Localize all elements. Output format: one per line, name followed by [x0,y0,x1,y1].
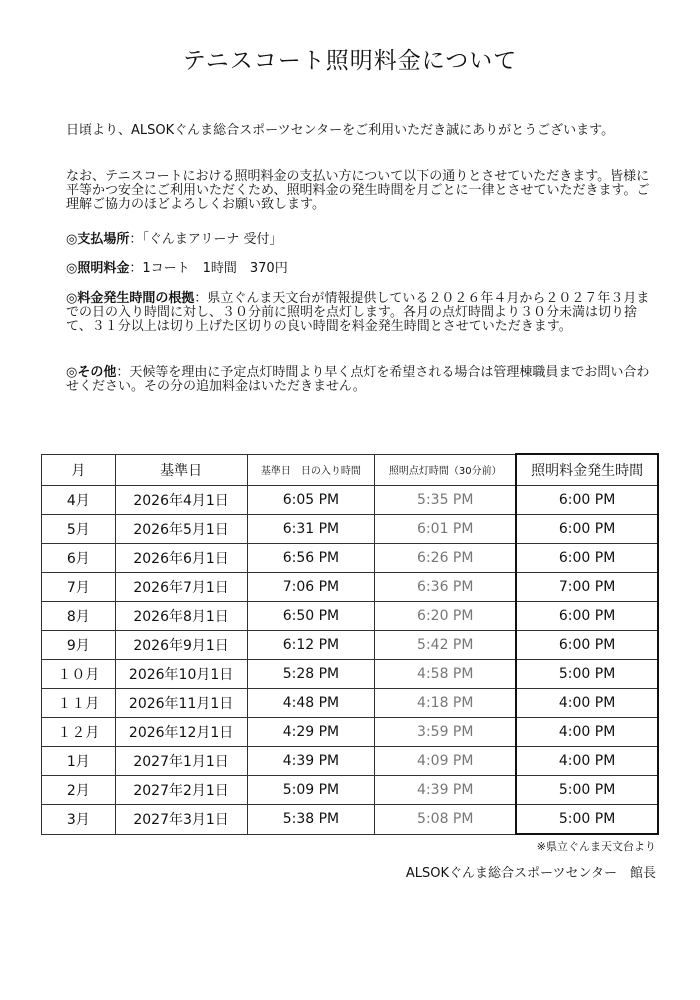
reference-date-cell: 2027年1月1日 [115,747,247,776]
reference-date-cell: 2027年2月1日 [115,776,247,805]
month-cell: １０月 [42,660,116,689]
month-cell: 1月 [42,747,116,776]
fee-start-time-cell: 4:00 PM [516,718,658,747]
fee-basis [66,292,656,334]
sunset-time-cell: 5:09 PM [247,776,375,805]
table-row [42,689,659,718]
fee-start-time-cell: 6:00 PM [516,631,658,660]
sunset-time-cell: 4:39 PM [247,747,375,776]
sunset-time-cell: 6:31 PM [247,515,375,544]
light-on-time-cell: 3:59 PM [375,718,516,747]
header-fee-start-time: 照明料金発生時間 [516,454,658,486]
table-row [42,486,659,515]
reference-date-cell: 2027年3月1日 [115,805,247,835]
table-header-row [42,454,659,486]
light-on-time-cell: 5:35 PM [375,486,516,515]
sunset-time-cell: 6:50 PM [247,602,375,631]
month-cell: 3月 [42,805,116,835]
notice-paragraph: なお、テニスコートにおける照明料金の支払い方について以下の通りとさせていただきます。皆様に平等かつ安全にご利用いただくため、照明料金の発生時間を月ごとに一律とさせていただきます。ご理解ご協力のほどよろしくお願い致します。 [66,169,650,212]
fee-start-time-cell: 6:00 PM [516,544,658,573]
table-row [42,660,659,689]
light-on-time-cell: 6:26 PM [375,544,516,573]
sunset-time-cell: 6:05 PM [247,486,375,515]
fee-basis-value: ：県立ぐんま天文台が情報提供している２０２６年４月から２０２７年３月までの日の入り時間に対し、３０分前に照明を点灯します。各月の点灯時間より３０分未満は切り捨て、３１分以上は切り上げた区切りの良い時間を料金発生時間とさせていただきます。 [66,291,650,334]
source-note: ※県立ぐんま天文台より [536,840,656,853]
page-title: テニスコート照明料金について [182,48,518,74]
header-reference-date: 基準日 [115,454,247,486]
reference-date-cell: 2026年10月1日 [115,660,247,689]
table-row [42,805,659,835]
table-row [42,544,659,573]
other-note [66,366,656,394]
light-on-time-cell: 5:42 PM [375,631,516,660]
month-cell: 2月 [42,776,116,805]
month-cell: 4月 [42,486,116,515]
table-row [42,631,659,660]
payment-place-label: ◎支払場所 [66,232,130,247]
sunset-time-cell: 7:06 PM [247,573,375,602]
table-row [42,602,659,631]
fee-start-time-cell: 7:00 PM [516,573,658,602]
lighting-fee [66,262,656,276]
month-cell: １２月 [42,718,116,747]
sunset-time-cell: 6:12 PM [247,631,375,660]
table-row [42,776,659,805]
fee-basis-label: ◎料金発生時間の根拠 [66,291,195,306]
fee-start-time-cell: 5:00 PM [516,660,658,689]
intro-paragraph: 日頃より、ALSOKぐんま総合スポーツセンターをご利用いただき誠にありがとうございます。 [66,123,615,138]
lighting-fee-label: ◎照明料金 [66,261,130,276]
month-cell: １１月 [42,689,116,718]
sunset-time-cell: 4:48 PM [247,689,375,718]
reference-date-cell: 2026年11月1日 [115,689,247,718]
fee-start-time-cell: 5:00 PM [516,805,658,835]
light-on-time-cell: 4:39 PM [375,776,516,805]
light-on-time-cell: 4:58 PM [375,660,516,689]
month-cell: 5月 [42,515,116,544]
payment-place-value: ：「ぐんまアリーナ 受付」 [129,232,283,247]
table-row [42,747,659,776]
other-note-label: ◎その他 [66,365,117,380]
fee-start-time-cell: 6:00 PM [516,602,658,631]
light-on-time-cell: 6:20 PM [375,602,516,631]
header-sunset-time: 基準日 日の入り時間 [247,454,375,486]
table-row [42,515,659,544]
month-cell: 9月 [42,631,116,660]
reference-date-cell: 2026年7月1日 [115,573,247,602]
table-row [42,573,659,602]
light-on-time-cell: 6:36 PM [375,573,516,602]
reference-date-cell: 2026年12月1日 [115,718,247,747]
light-on-time-cell: 4:18 PM [375,689,516,718]
sunset-time-cell: 5:38 PM [247,805,375,835]
header-light-on-time: 照明点灯時間（30分前） [375,454,516,486]
fee-start-time-cell: 4:00 PM [516,689,658,718]
reference-date-cell: 2026年8月1日 [115,602,247,631]
reference-date-cell: 2026年6月1日 [115,544,247,573]
lighting-fee-value: ：1コート 1時間 370円 [129,261,288,276]
light-on-time-cell: 5:08 PM [375,805,516,835]
lighting-schedule-table [41,453,659,835]
month-cell: 8月 [42,602,116,631]
light-on-time-cell: 4:09 PM [375,747,516,776]
reference-date-cell: 2026年9月1日 [115,631,247,660]
payment-place [66,233,656,247]
reference-date-cell: 2026年4月1日 [115,486,247,515]
month-cell: 7月 [42,573,116,602]
sunset-time-cell: 5:28 PM [247,660,375,689]
light-on-time-cell: 6:01 PM [375,515,516,544]
fee-start-time-cell: 4:00 PM [516,747,658,776]
month-cell: 6月 [42,544,116,573]
fee-start-time-cell: 6:00 PM [516,486,658,515]
sunset-time-cell: 4:29 PM [247,718,375,747]
fee-start-time-cell: 5:00 PM [516,776,658,805]
fee-start-time-cell: 6:00 PM [516,515,658,544]
sunset-time-cell: 6:56 PM [247,544,375,573]
signature: ALSOKぐんま総合スポーツセンター 館長 [405,866,656,881]
header-month: 月 [42,454,116,486]
reference-date-cell: 2026年5月1日 [115,515,247,544]
table-row [42,718,659,747]
other-note-value: ：天候等を理由に予定点灯時間より早く点灯を希望される場合は管理棟職員までお問い合わせください。その分の追加料金はいただきません。 [66,365,650,394]
